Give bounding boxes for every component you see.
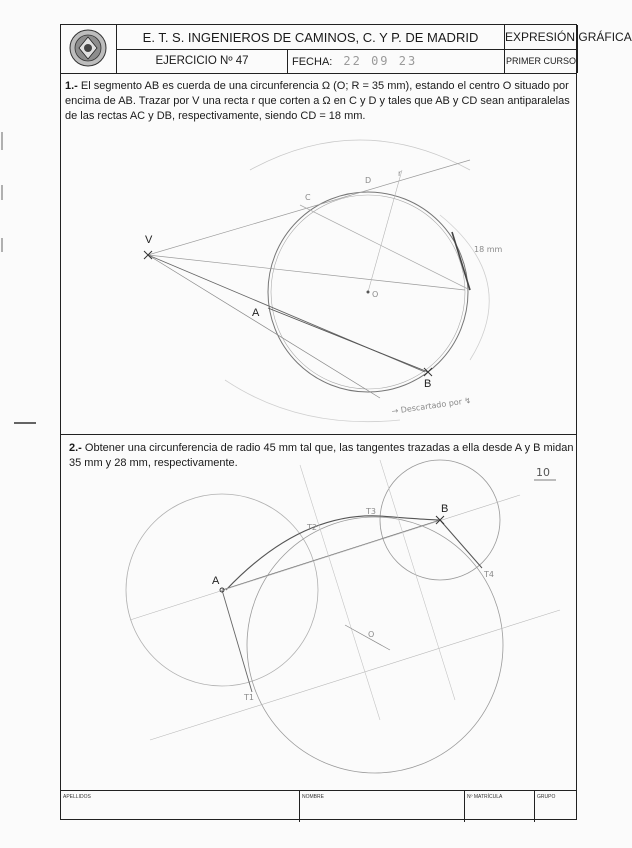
problem-1-drawing xyxy=(144,140,489,422)
date-value: 22 09 23 xyxy=(343,54,418,68)
surname-field[interactable]: APELLIDOS xyxy=(61,791,300,822)
name-field[interactable]: NOMBRE xyxy=(300,791,465,822)
p2-label-T1: T1 xyxy=(244,693,254,702)
p1-label-D: D xyxy=(365,176,372,185)
problem-2-number: 2.- xyxy=(69,442,82,454)
p1-label-C: C xyxy=(305,193,311,202)
p2-label-T3: T3 xyxy=(366,507,376,516)
date-label: FECHA: xyxy=(292,56,333,68)
p1-label-O: O xyxy=(372,290,379,299)
p1-label-B: B xyxy=(424,378,432,390)
course-label: PRIMER CURSO xyxy=(505,50,578,73)
p1-note-descartado: → Descartado por ↯ xyxy=(391,395,472,416)
problem-1-number: 1.- xyxy=(65,80,78,92)
grade-mark: 10 xyxy=(536,466,550,479)
p2-label-T2: T2 xyxy=(307,523,317,532)
group-field[interactable]: GRUPO xyxy=(537,794,556,800)
subject-title: EXPRESIÓN GRÁFICA xyxy=(505,25,578,50)
p2-label-B: B xyxy=(441,503,449,515)
p2-label-O: O xyxy=(368,630,375,639)
p1-label-V: V xyxy=(145,234,153,246)
enrollment-field[interactable]: Nº MATRÍCULA xyxy=(465,791,535,822)
p1-label-r: r xyxy=(398,169,402,178)
school-name: E. T. S. INGENIEROS DE CAMINOS, C. Y P. DE MADRID xyxy=(117,25,505,50)
p2-label-T4: T4 xyxy=(484,570,494,579)
p1-label-A: A xyxy=(252,307,260,319)
problem-1-text: El segmento AB es cuerda de una circunferencia Ω (O; R = 35 mm), estando el centro O situado por encima de AB. Trazar por V una recta r que corten a Ω en C y D y tales que AB y CD sean antiparalelas de las rectas AC y DB, respectivamente, siendo CD = 18 mm. xyxy=(65,80,570,122)
exercise-number: EJERCICIO Nº 47 xyxy=(117,50,288,73)
p1-note-18mm: 18 mm xyxy=(474,245,503,254)
p2-label-A: A xyxy=(212,575,220,587)
problem-2-drawing xyxy=(126,460,560,773)
problem-2-text: Obtener una circunferencia de radio 45 mm tal que, las tangentes trazadas a ella desde A y B midan 35 mm y 28 mm, respectivamente. xyxy=(69,442,574,469)
